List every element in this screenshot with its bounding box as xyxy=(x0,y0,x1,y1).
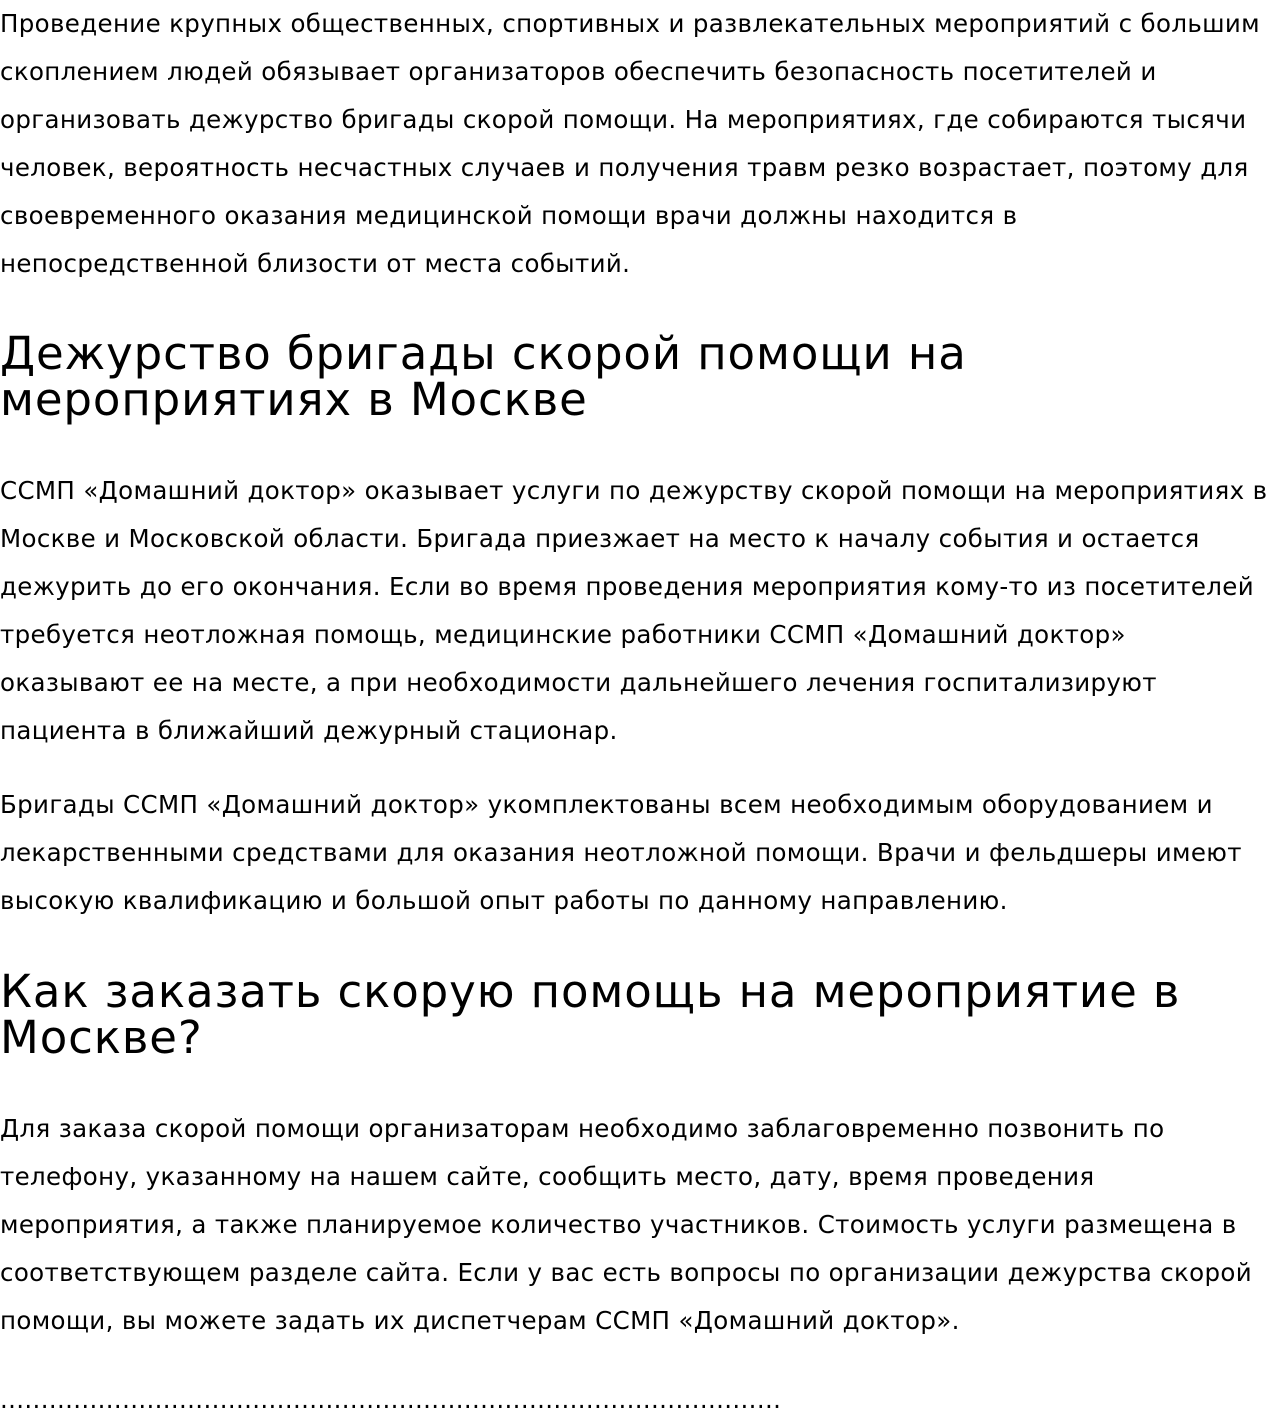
equipment-paragraph: Бригады ССМП «Домашний доктор» укомплектованы всем необходимым оборудованием и лекарственными средствами для оказания неотложной помощи. Врачи и фельдшеры имеют высокую квалификацию и большой опыт работы по данному направлению. xyxy=(0,790,1242,915)
dotted-separator: ................................................................................................ xyxy=(0,1385,782,1414)
section-heading-duty: Дежурство бригады скорой помощи на мероприятиях в Москве xyxy=(0,327,967,426)
intro-paragraph: Проведение крупных общественных, спортивных и развлекательных мероприятий с большим скоплением людей обязывает организаторов обеспечить безопасность посетителей и организовать дежурство бригады скорой помощи. На мероприятиях, где собираются тысячи человек, вероятность несчастных случаев и получения травм резко возрастает, поэтому для своевременного оказания медицинской помощи врачи должны находится в непосредственной близости от места событий. xyxy=(0,9,1261,278)
services-paragraph: ССМП «Домашний доктор» оказывает услуги по дежурству скорой помощи на мероприятиях в Москве и Московской области. Бригада приезжает на место к началу события и остается дежурить до его окончания. Если во время проведения мероприятия кому-то из посетителей требуется неотложная помощь, медицинские работники ССМП «Домашний доктор» оказывают ее на месте, а при необходимости дальнейшего лечения госпитализируют пациента в ближайший дежурный стационар. xyxy=(0,476,1268,745)
order-paragraph: Для заказа скорой помощи организаторам необходимо заблаговременно позвонить по телефону, указанному на нашем сайте, сообщить место, дату, время проведения мероприятия, а также планируемое количество участников. Стоимость услуги размещена в соответствующем разделе сайта. Если у вас есть вопросы по организации дежурства скорой помощи, вы можете задать их диспетчерам ССМП «Домашний доктор». xyxy=(0,1114,1253,1335)
section-heading-order: Как заказать скорую помощь на мероприятие в Москве? xyxy=(0,965,1181,1064)
